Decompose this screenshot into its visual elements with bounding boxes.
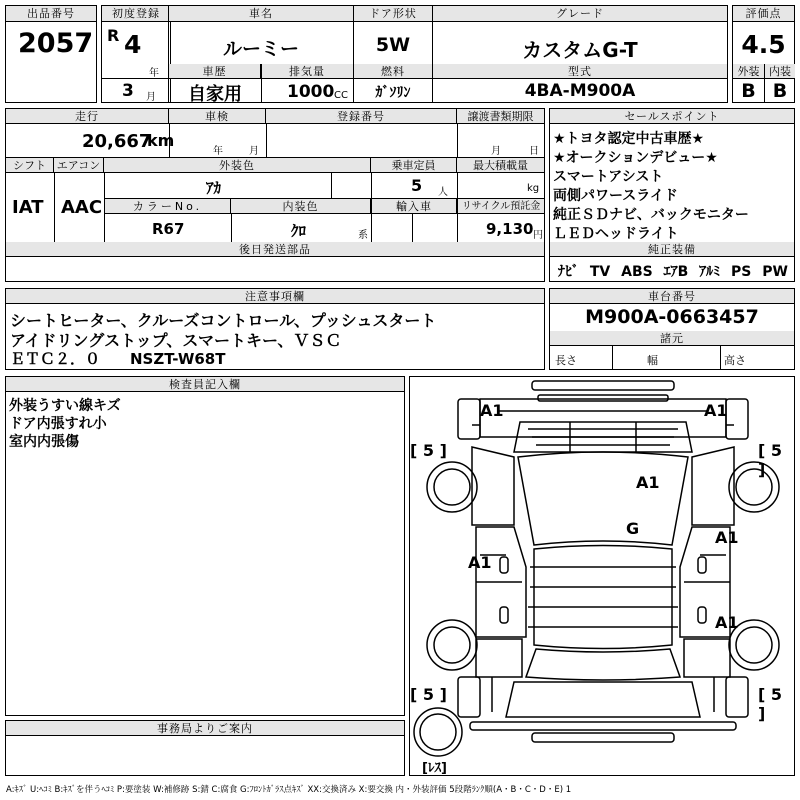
interior-color-label: 内装色	[231, 199, 371, 214]
inspector-section	[5, 376, 405, 716]
exterior-color: ｱｶ	[206, 179, 222, 197]
mileage: 20,667	[82, 131, 152, 152]
chassis-label: 車台番号	[550, 289, 794, 304]
interior-score: B	[772, 80, 788, 102]
interior-label: 内装	[765, 64, 795, 79]
header-section	[5, 5, 795, 103]
kei-unit: 系	[358, 230, 368, 241]
aircon: AAC	[61, 197, 103, 218]
specs-label: 諸元	[550, 331, 794, 346]
right-front-door-mark: A1	[715, 528, 739, 547]
notes-line: アイドリングストップ、スマートキー、ＶＳＣ	[10, 331, 342, 350]
shift: IAT	[12, 197, 44, 218]
equipment-item: ABS	[621, 264, 653, 280]
mileage-label: 走行	[6, 109, 169, 124]
person-unit: 人	[438, 187, 448, 198]
score-label: 評価点	[733, 6, 794, 22]
score: 4.5	[741, 30, 786, 59]
displacement-label: 排気量	[261, 64, 353, 79]
recycle-label: リサイクル預託金	[458, 199, 544, 214]
roof-mark: A1	[636, 473, 660, 492]
sales-line: 両側パワースライド	[553, 188, 678, 204]
max-load-label: 最大積載量	[457, 158, 544, 173]
transfer-month-unit: 月	[491, 146, 501, 157]
grade-label: グレード	[433, 6, 727, 22]
recycle-fee: 9,130	[486, 220, 534, 238]
inspection-label: 車検	[169, 109, 266, 124]
inspector-line: 室内内張傷	[9, 434, 79, 450]
yen-unit: 円	[533, 230, 543, 241]
month-unit: 月	[146, 92, 156, 103]
history-label: 車歴	[169, 64, 261, 79]
car-name: ルーミー	[222, 38, 299, 60]
aircon-label: エアコン	[54, 158, 104, 173]
notes-section	[5, 288, 545, 370]
exterior-score: B	[741, 80, 756, 102]
equipment-item: PW	[762, 264, 788, 280]
color-number-label: カラーNo.	[105, 199, 231, 214]
length-label: 長さ	[555, 354, 577, 367]
kg-unit: kg	[527, 183, 540, 194]
inspector-line: ドア内張すれ小	[9, 416, 107, 432]
cc-unit: CC	[334, 90, 348, 101]
fuel: ｶﾞｿﾘﾝ	[375, 85, 411, 101]
tire-front-right: [ 5 ]	[758, 441, 783, 479]
model: 4BA-M900A	[524, 81, 636, 101]
capacity-label: 乗車定員	[371, 158, 457, 173]
car-damage-diagram	[409, 376, 795, 776]
door-cell	[353, 5, 433, 103]
grade-cell	[432, 5, 728, 103]
model-label: 型式	[433, 64, 727, 79]
tire-front-left: [ 5 ]	[410, 441, 447, 460]
inspection-year-unit: 年	[213, 146, 223, 157]
capacity: 5	[411, 176, 423, 195]
height-label: 高さ	[724, 354, 746, 367]
registration-year: 4	[124, 30, 142, 59]
interior-color: ｸﾛ	[291, 222, 307, 240]
inspector-label: 検査員記入欄	[6, 377, 404, 392]
transfer-deadline-label: 譲渡書類期限	[457, 109, 544, 124]
tire-rear-right: [ 5 ]	[758, 685, 783, 723]
era: R	[107, 26, 120, 45]
tire-rear-left: [ 5 ]	[410, 685, 447, 704]
import-label: 輸入車	[372, 199, 457, 214]
office-section	[5, 720, 405, 776]
equipment-items	[558, 261, 788, 281]
details-section	[5, 108, 545, 282]
sales-point-label: セールスポイント	[550, 109, 794, 124]
color-number: R67	[152, 220, 185, 238]
sales-line: ★オークションデビュー★	[553, 150, 718, 166]
year-unit: 年	[149, 68, 159, 79]
chassis-section	[549, 288, 795, 370]
inspector-line: 外装うすい線キズ	[9, 398, 121, 414]
equipment-item: ﾅﾋﾞ	[558, 264, 579, 280]
sales-line: 純正ＳＤナビ、バックモニター	[553, 207, 749, 223]
notes-label: 注意事項欄	[6, 289, 544, 304]
door-type: 5W	[375, 34, 411, 56]
car-name-cell	[168, 5, 354, 103]
registration-label: 初度登録	[102, 6, 170, 22]
spare-tire-mark: [ﾚｽ]	[422, 761, 447, 776]
lot-cell	[5, 5, 97, 103]
glass-mark: G	[626, 519, 640, 538]
lot-label: 出品番号	[6, 6, 96, 22]
equipment-item: TV	[589, 264, 611, 280]
registration-cell	[101, 5, 171, 103]
sales-line: ★トヨタ認定中古車歴★	[553, 131, 705, 147]
car-outline	[410, 377, 796, 777]
sales-line: ＬＥＤヘッドライト	[553, 226, 679, 242]
right-rear-door-mark: A1	[715, 613, 739, 632]
notes-line: ＥＴＣ２．０ NSZT-W68T	[10, 350, 226, 368]
equipment-item: ｴｱB	[663, 264, 689, 280]
equipment-item: PS	[731, 264, 752, 280]
equipment-label: 純正装備	[550, 242, 794, 257]
lot-number: 2057	[18, 28, 94, 59]
exterior-color-label: 外装色	[104, 158, 371, 173]
front-left-mark: A1	[480, 401, 504, 420]
width-label: 幅	[647, 354, 658, 367]
registration-month: 3	[122, 81, 134, 101]
score-cell	[732, 5, 795, 103]
car-name-label: 車名	[169, 6, 353, 22]
legend: A:ｷｽﾞ U:ﾍｺﾐ B:ｷｽﾞを伴うﾍｺﾐ P:要塗装 W:補修跡 S:錆 C:腐食 G:ﾌﾛﾝﾄｶﾞﾗｽ点ｷｽﾞ XX:交換済み X:要交換 内・外装評価 5段階ﾗﾝｸ順(A・B・C・D・E) 1	[6, 785, 572, 795]
shift-label: シフト	[6, 158, 54, 173]
transfer-day-unit: 日	[529, 146, 539, 157]
exterior-label: 外装	[733, 64, 764, 79]
equipment-item: ｱﾙﾐ	[699, 264, 721, 280]
left-door-mark: A1	[468, 553, 492, 572]
later-parts-label: 後日発送部品	[6, 242, 544, 257]
sales-line: スマートアシスト	[553, 169, 664, 185]
sales-point-section	[549, 108, 795, 282]
history: 自家用	[188, 84, 242, 105]
displacement: 1000	[287, 82, 335, 102]
fuel-label: 燃料	[354, 64, 432, 79]
chassis-number: M900A-0663457	[585, 306, 759, 328]
door-label: ドア形状	[354, 6, 432, 22]
office-label: 事務局よりご案内	[6, 721, 404, 736]
front-right-mark: A1	[704, 401, 728, 420]
km-unit: km	[147, 131, 175, 150]
registration-number-label: 登録番号	[266, 109, 457, 124]
notes-line: シートヒーター、クルーズコントロール、プッシュスタート	[10, 311, 437, 330]
inspection-month-unit: 月	[249, 146, 259, 157]
grade: カスタムG-T	[522, 38, 638, 62]
